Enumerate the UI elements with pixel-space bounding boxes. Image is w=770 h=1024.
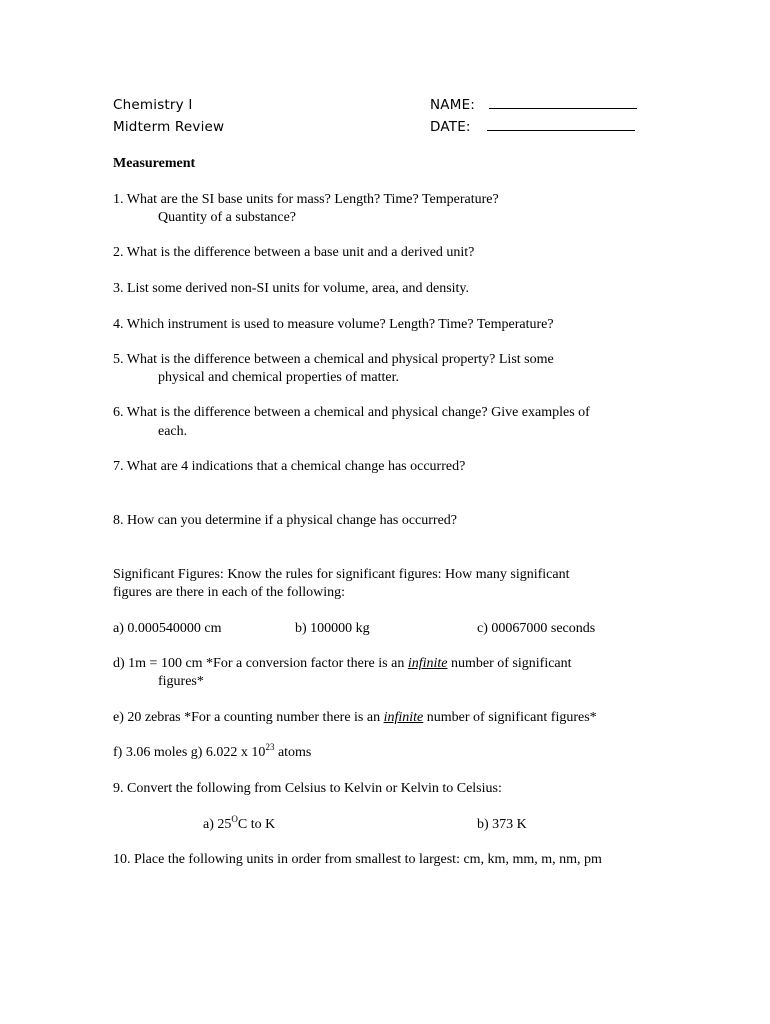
- sigfig-e-text: e) 20 zebras *For a counting number there is an: [113, 710, 384, 725]
- q9-a-unit: C to K: [237, 817, 276, 832]
- question-8: 8. How can you determine if a physical change has occurred?: [113, 513, 458, 528]
- name-blank-line: [489, 96, 637, 109]
- sigfig-item-d-line-2: figures*: [158, 674, 204, 689]
- question-7: 7. What are 4 indications that a chemical change has occurred?: [113, 459, 466, 474]
- date-field: [430, 118, 635, 136]
- sigfig-e-text-end: number of significant figures*: [423, 710, 597, 725]
- question-9-part-a: [203, 816, 275, 834]
- date-blank-line: [487, 118, 635, 131]
- question-1-line-1: 1. What are the SI base units for mass? Length? Time? Temperature?: [113, 192, 499, 207]
- question-5-line-1: 5. What is the difference between a chemical and physical property? List some: [113, 352, 554, 367]
- question-3: 3. List some derived non-SI units for volume, area, and density.: [113, 281, 470, 296]
- sigfig-intro-line-2: figures are there in each of the following:: [113, 585, 346, 600]
- sigfig-f-exponent: 23: [265, 742, 275, 752]
- sigfig-item-a: a) 0.000540000 cm: [113, 621, 222, 636]
- name-field: [430, 96, 637, 114]
- sigfig-item-d: [113, 655, 572, 673]
- question-2: 2. What is the difference between a base unit and a derived unit?: [113, 245, 475, 260]
- sigfig-item-f: [113, 744, 311, 762]
- sigfig-d-emphasis: infinite: [407, 656, 448, 671]
- name-label: NAME:: [430, 97, 476, 113]
- sigfig-item-e: [113, 709, 597, 727]
- section-title: Measurement: [113, 156, 196, 171]
- sigfig-f-unit: atoms: [274, 745, 312, 760]
- sigfig-item-b: b) 100000 kg: [295, 621, 370, 636]
- question-5-line-2: physical and chemical properties of matter.: [158, 370, 400, 385]
- question-6-line-2: each.: [158, 424, 188, 439]
- review-subtitle: Midterm Review: [113, 119, 225, 135]
- question-9: 9. Convert the following from Celsius to Kelvin or Kelvin to Celsius:: [113, 781, 502, 796]
- sigfig-d-text-end: number of significant: [447, 656, 572, 671]
- sigfig-d-text: d) 1m = 100 cm *For a conversion factor there is an: [113, 656, 408, 671]
- q9-a-degree: O: [231, 814, 238, 824]
- question-1-line-2: Quantity of a substance?: [158, 210, 297, 225]
- course-title: Chemistry I: [113, 97, 193, 113]
- sigfig-e-emphasis: infinite: [383, 710, 424, 725]
- sigfig-item-c: c) 00067000 seconds: [477, 621, 596, 636]
- question-6-line-1: 6. What is the difference between a chemical and physical change? Give examples of: [113, 405, 590, 420]
- sigfig-f-text: f) 3.06 moles g) 6.022 x 10: [113, 745, 266, 760]
- date-label: DATE:: [430, 119, 471, 135]
- question-10: 10. Place the following units in order from smallest to largest: cm, km, mm, m, nm, pm: [113, 852, 602, 867]
- q9-a-text: a) 25: [203, 817, 232, 832]
- sigfig-intro-line-1: Significant Figures: Know the rules for significant figures: How many significant: [113, 567, 570, 582]
- question-4: 4. Which instrument is used to measure volume? Length? Time? Temperature?: [113, 317, 554, 332]
- question-9-part-b: b) 373 K: [477, 817, 527, 832]
